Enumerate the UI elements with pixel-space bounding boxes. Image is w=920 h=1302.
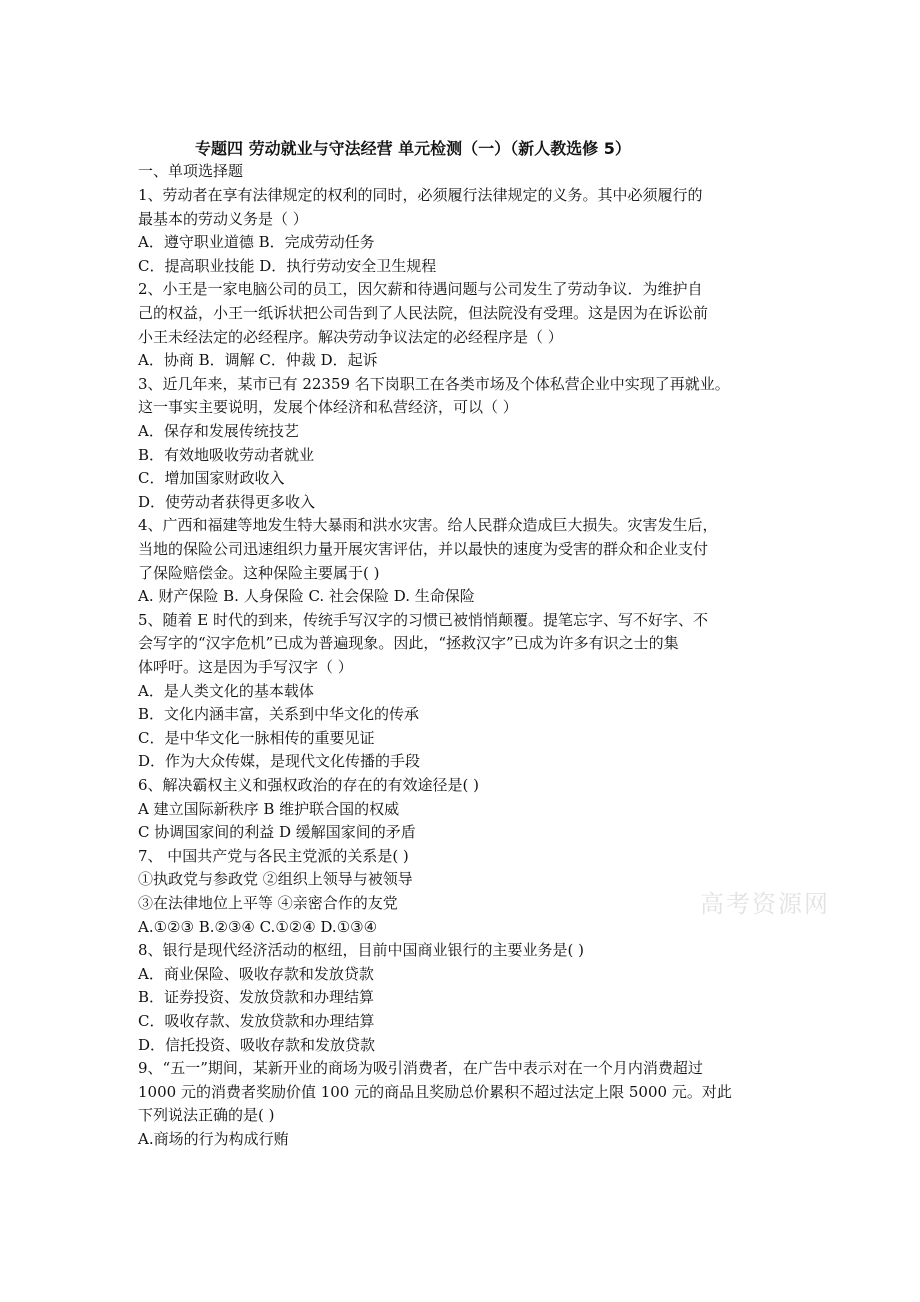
text-line: D．信托投资、吸收存款和发放贷款	[138, 1035, 376, 1054]
text-line: 下列说法正确的是( )	[138, 1106, 275, 1125]
text-line: 5、随着 E 时代的到来，传统手写汉字的习惯已被悄悄颠覆。提笔忘字、写不好字、不	[138, 610, 709, 629]
text-line: C．增加国家财政收入	[138, 469, 285, 488]
text-line: A. 财产保险 B. 人身保险 C. 社会保险 D. 生命保险	[138, 587, 475, 606]
text-line: C．是中华文化一脉相传的重要见证	[138, 728, 375, 747]
text-line: A．保存和发展传统技艺	[138, 422, 299, 440]
text-line: B．文化内涵丰富，关系到中华文化的传承	[138, 705, 420, 724]
watermark: 高考资源网	[700, 890, 830, 918]
text-line: A．是人类文化的基本载体	[138, 681, 314, 700]
text-line: 1000 元的消费者奖励价值 100 元的商品且奖励总价累积不超过法定上限 5000 元。对此	[138, 1082, 732, 1101]
text-line: 4、广西和福建等地发生特大暴雨和洪水灾害。给人民群众造成巨大损失。灾害发生后，	[138, 516, 718, 535]
text-line: A．协商 B．调解 C．仲裁 D．起诉	[138, 351, 378, 370]
text-line: C．吸收存款、发放贷款和办理结算	[138, 1012, 375, 1030]
text-line: A．遵守职业道德 B．完成劳动任务	[138, 233, 375, 252]
text-line: 6、解决霸权主义和强权政治的存在的有效途径是( )	[138, 776, 480, 794]
text-line: 这一事实主要说明，发展个体经济和私营经济，可以（ ）	[138, 398, 518, 417]
text-line: ③在法律地位上平等 ④亲密合作的友党	[138, 894, 398, 912]
text-line: 7、 中国共产党与各民主党派的关系是( )	[138, 846, 409, 865]
text-line: A 建立国际新秩序 B 维护联合国的权威	[138, 799, 400, 818]
text-line: A．商业保险、吸收存款和发放贷款	[138, 964, 374, 983]
text-line: D．作为大众传媒，是现代文化传播的手段	[138, 752, 421, 771]
text-line: 3、近几年来，某市已有 22359 名下岗职工在各类市场及个体私营企业中实现了再就业。	[138, 374, 730, 393]
text-line: C 协调国家间的利益 D 缓解国家间的矛盾	[138, 823, 416, 842]
text-line: 体呼吁。这是因为手写汉字（ ）	[138, 658, 353, 676]
text-line: 会写字的“汉字危机”已成为普遍现象。因此，“拯救汉字”已成为许多有识之士的集	[138, 634, 679, 653]
text-line: A.①②③ B.②③④ C.①②④ D.①③④	[138, 917, 378, 936]
text-line: 了保险赔偿金。这种保险主要属于( )	[138, 563, 380, 582]
text-line: 当地的保险公司迅速组织力量开展灾害评估，并以最快的速度为受害的群众和企业支付	[138, 540, 709, 558]
text-line: ①执政党与参政党 ②组织上领导与被领导	[138, 870, 413, 889]
text-line: 小王未经法定的必经程序。解决劳动争议法定的必经程序是（ ）	[138, 327, 563, 346]
text-line: A.商场的行为构成行贿	[138, 1130, 289, 1148]
section-heading: 一、单项选择题	[138, 162, 244, 180]
text-line: C．提高职业技能 D．执行劳动安全卫生规程	[138, 256, 437, 275]
text-line: 2、小王是一家电脑公司的员工，因欠薪和待遇问题与公司发生了劳动争议．为维护自	[138, 280, 703, 299]
page-title: 专题四 劳动就业与守法经营 单元检测（一）（新人教选修 5）	[195, 139, 631, 158]
text-line: 9、“五一”期间，某新开业的商场为吸引消费者，在广告中表示对在一个月内消费超过	[138, 1059, 703, 1078]
text-line: 最基本的劳动义务是（ ）	[138, 209, 308, 228]
text-line: D．使劳动者获得更多收入	[138, 492, 316, 511]
text-line: 1、劳动者在享有法律规定的权利的同时，必须履行法律规定的义务。其中必须履行的	[138, 186, 703, 204]
text-line: B．有效地吸收劳动者就业	[138, 445, 315, 464]
text-line: 己的权益，小王一纸诉状把公司告到了人民法院，但法院没有受理。这是因为在诉讼前	[138, 304, 709, 322]
text-line: B．证券投资、发放贷款和办理结算	[138, 988, 375, 1007]
text-line: 8、银行是现代经济活动的枢纽，目前中国商业银行的主要业务是( )	[138, 941, 585, 960]
